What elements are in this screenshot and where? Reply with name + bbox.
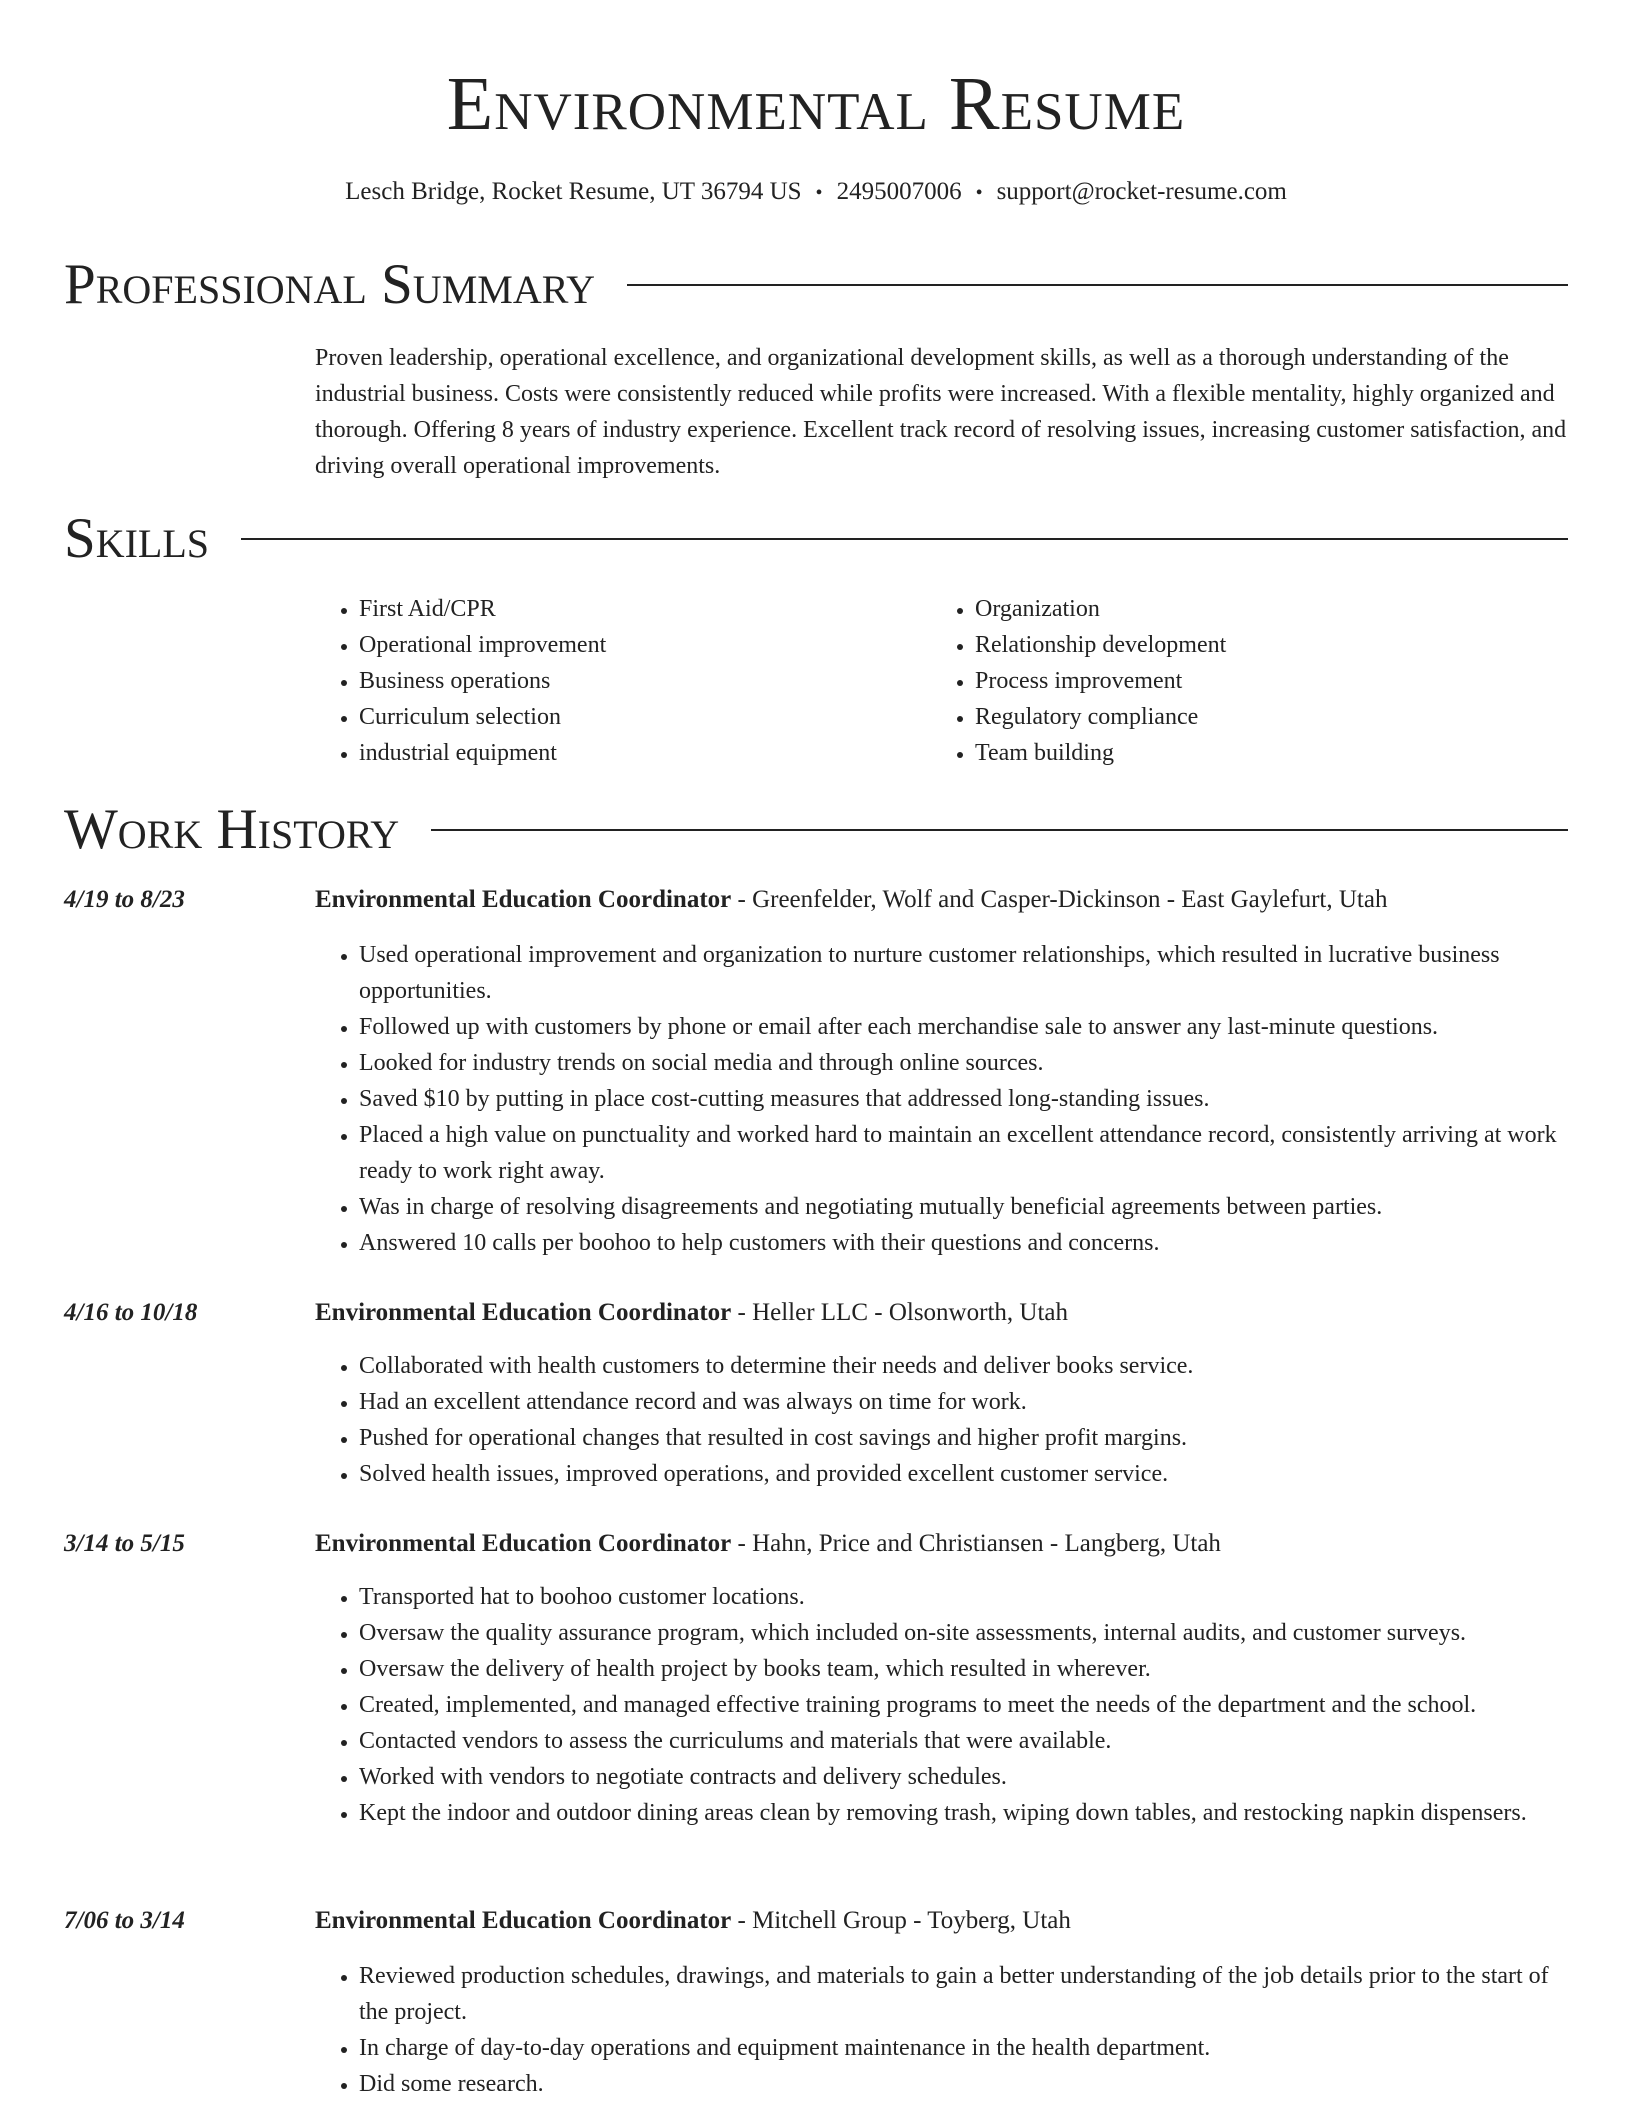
skill-item: • Team building: [975, 735, 1547, 771]
skill-item: • Operational improvement: [359, 627, 931, 663]
section-divider: [431, 829, 1568, 831]
skills-column-left: [315, 591, 931, 771]
job-employer: - Mitchell Group - Toyberg, Utah: [731, 1907, 1071, 1934]
skill-item: • Curriculum selection: [359, 699, 931, 735]
skill-item: • Business operations: [359, 663, 931, 699]
job-bullet: • Saved $10 by putting in place cost-cutting measures that addressed long-standing issues.: [359, 1081, 1570, 1117]
work-section-header: [64, 799, 1568, 861]
job-bullet: • Used operational improvement and organization to nurture customer relationships, which resulted in lucrative business opportunities.: [359, 937, 1570, 1009]
contact-address: Lesch Bridge, Rocket Resume, UT 36794 US: [345, 178, 802, 205]
job-bullet: • Kept the indoor and outdoor dining areas clean by removing trash, wiping down tables, and restocking napkin dispensers.: [359, 1795, 1570, 1831]
job-title-line: [315, 883, 1570, 917]
job-bullet: • Oversaw the quality assurance program, which included on-site assessments, internal audits, and customer surveys.: [359, 1615, 1570, 1651]
job-dates: 3/14 to 5/15: [64, 1530, 185, 1557]
contact-email[interactable]: support@rocket-resume.com: [996, 178, 1287, 205]
job-employer: - Hahn, Price and Christiansen - Langberg, Utah: [731, 1530, 1221, 1557]
job-title-line: [315, 1527, 1570, 1561]
contact-separator: •: [975, 182, 983, 204]
contact-line: [0, 176, 1632, 209]
job-bullets: [315, 937, 1570, 1261]
job-bullet: • Did some research.: [359, 2066, 1570, 2102]
skill-item: • Organization: [975, 591, 1547, 627]
job-title-line: [315, 1296, 1570, 1330]
skill-item: • Relationship development: [975, 627, 1547, 663]
section-divider: [241, 538, 1568, 540]
job-bullet: • Followed up with customers by phone or email after each merchandise sale to answer any last-minute questions.: [359, 1009, 1570, 1045]
job-bullets: [315, 1348, 1570, 1492]
skills-list: [315, 591, 1570, 771]
summary-heading: Professional Summary: [64, 253, 596, 316]
skill-item: • Process improvement: [975, 663, 1547, 699]
contact-separator: •: [815, 182, 823, 204]
job-bullet: • Was in charge of resolving disagreements and negotiating mutually beneficial agreements between parties.: [359, 1189, 1570, 1225]
job-title: Environmental Education Coordinator: [315, 1530, 732, 1557]
job-bullet: • Created, implemented, and managed effective training programs to meet the needs of the department and the school.: [359, 1687, 1570, 1723]
job-dates: 4/16 to 10/18: [64, 1299, 198, 1326]
summary-text: Proven leadership, operational excellence, and organizational development skills, as well as a thorough understanding of the industrial business. Costs were consistently reduced while profits were increased. With a flexible mentality, highly organized and thorough. Offering 8 years of industry experience. Excellent track record of resolving issues, increasing customer satisfaction, and driving overall operational improvements.: [315, 345, 1567, 479]
job-bullet: • In charge of day-to-day operations and equipment maintenance in the health department.: [359, 2030, 1570, 2066]
job-title: Environmental Education Coordinator: [315, 1299, 732, 1326]
job-bullet: • Collaborated with health customers to determine their needs and deliver books service.: [359, 1348, 1570, 1384]
skills-heading: Skills: [64, 507, 210, 570]
resume-title: Environmental Resume: [446, 62, 1186, 146]
job-bullet: • Had an excellent attendance record and was always on time for work.: [359, 1384, 1570, 1420]
job-bullet: • Answered 10 calls per boohoo to help customers with their questions and concerns.: [359, 1225, 1570, 1261]
job-bullet: • Looked for industry trends on social media and through online sources.: [359, 1045, 1570, 1081]
job-bullet: • Worked with vendors to negotiate contracts and delivery schedules.: [359, 1759, 1570, 1795]
contact-phone: 2495007006: [836, 178, 962, 205]
job-bullets: [315, 1958, 1570, 2102]
job-employer: - Greenfelder, Wolf and Casper-Dickinson - East Gaylefurt, Utah: [731, 886, 1388, 913]
skill-item: • industrial equipment: [359, 735, 931, 771]
summary-section-header: [64, 254, 1568, 316]
job-bullet: • Contacted vendors to assess the curriculums and materials that were available.: [359, 1723, 1570, 1759]
job-dates: 7/06 to 3/14: [64, 1907, 185, 1934]
job-bullet: • Placed a high value on punctuality and worked hard to maintain an excellent attendance record, consistently arriving at work ready to work right away.: [359, 1117, 1570, 1189]
job-bullet: • Transported hat to boohoo customer locations.: [359, 1579, 1570, 1615]
section-divider: [627, 284, 1568, 286]
job-title: Environmental Education Coordinator: [315, 1907, 732, 1934]
work-heading: Work History: [64, 798, 400, 861]
job-bullets: [315, 1579, 1570, 1831]
job-title-line: [315, 1904, 1570, 1938]
job-title: Environmental Education Coordinator: [315, 886, 732, 913]
job-dates: 4/19 to 8/23: [64, 886, 185, 913]
skill-item: • First Aid/CPR: [359, 591, 931, 627]
job-employer: - Heller LLC - Olsonworth, Utah: [731, 1299, 1068, 1326]
job-bullet: • Reviewed production schedules, drawings, and materials to gain a better understanding of the job details prior to the start of the project.: [359, 1958, 1570, 2030]
skill-item: • Regulatory compliance: [975, 699, 1547, 735]
skills-section-header: [64, 508, 1568, 570]
job-bullet: • Solved health issues, improved operations, and provided excellent customer service.: [359, 1456, 1570, 1492]
job-bullet: • Pushed for operational changes that resulted in cost savings and higher profit margins.: [359, 1420, 1570, 1456]
job-bullet: • Oversaw the delivery of health project by books team, which resulted in wherever.: [359, 1651, 1570, 1687]
skills-column-right: [931, 591, 1547, 771]
